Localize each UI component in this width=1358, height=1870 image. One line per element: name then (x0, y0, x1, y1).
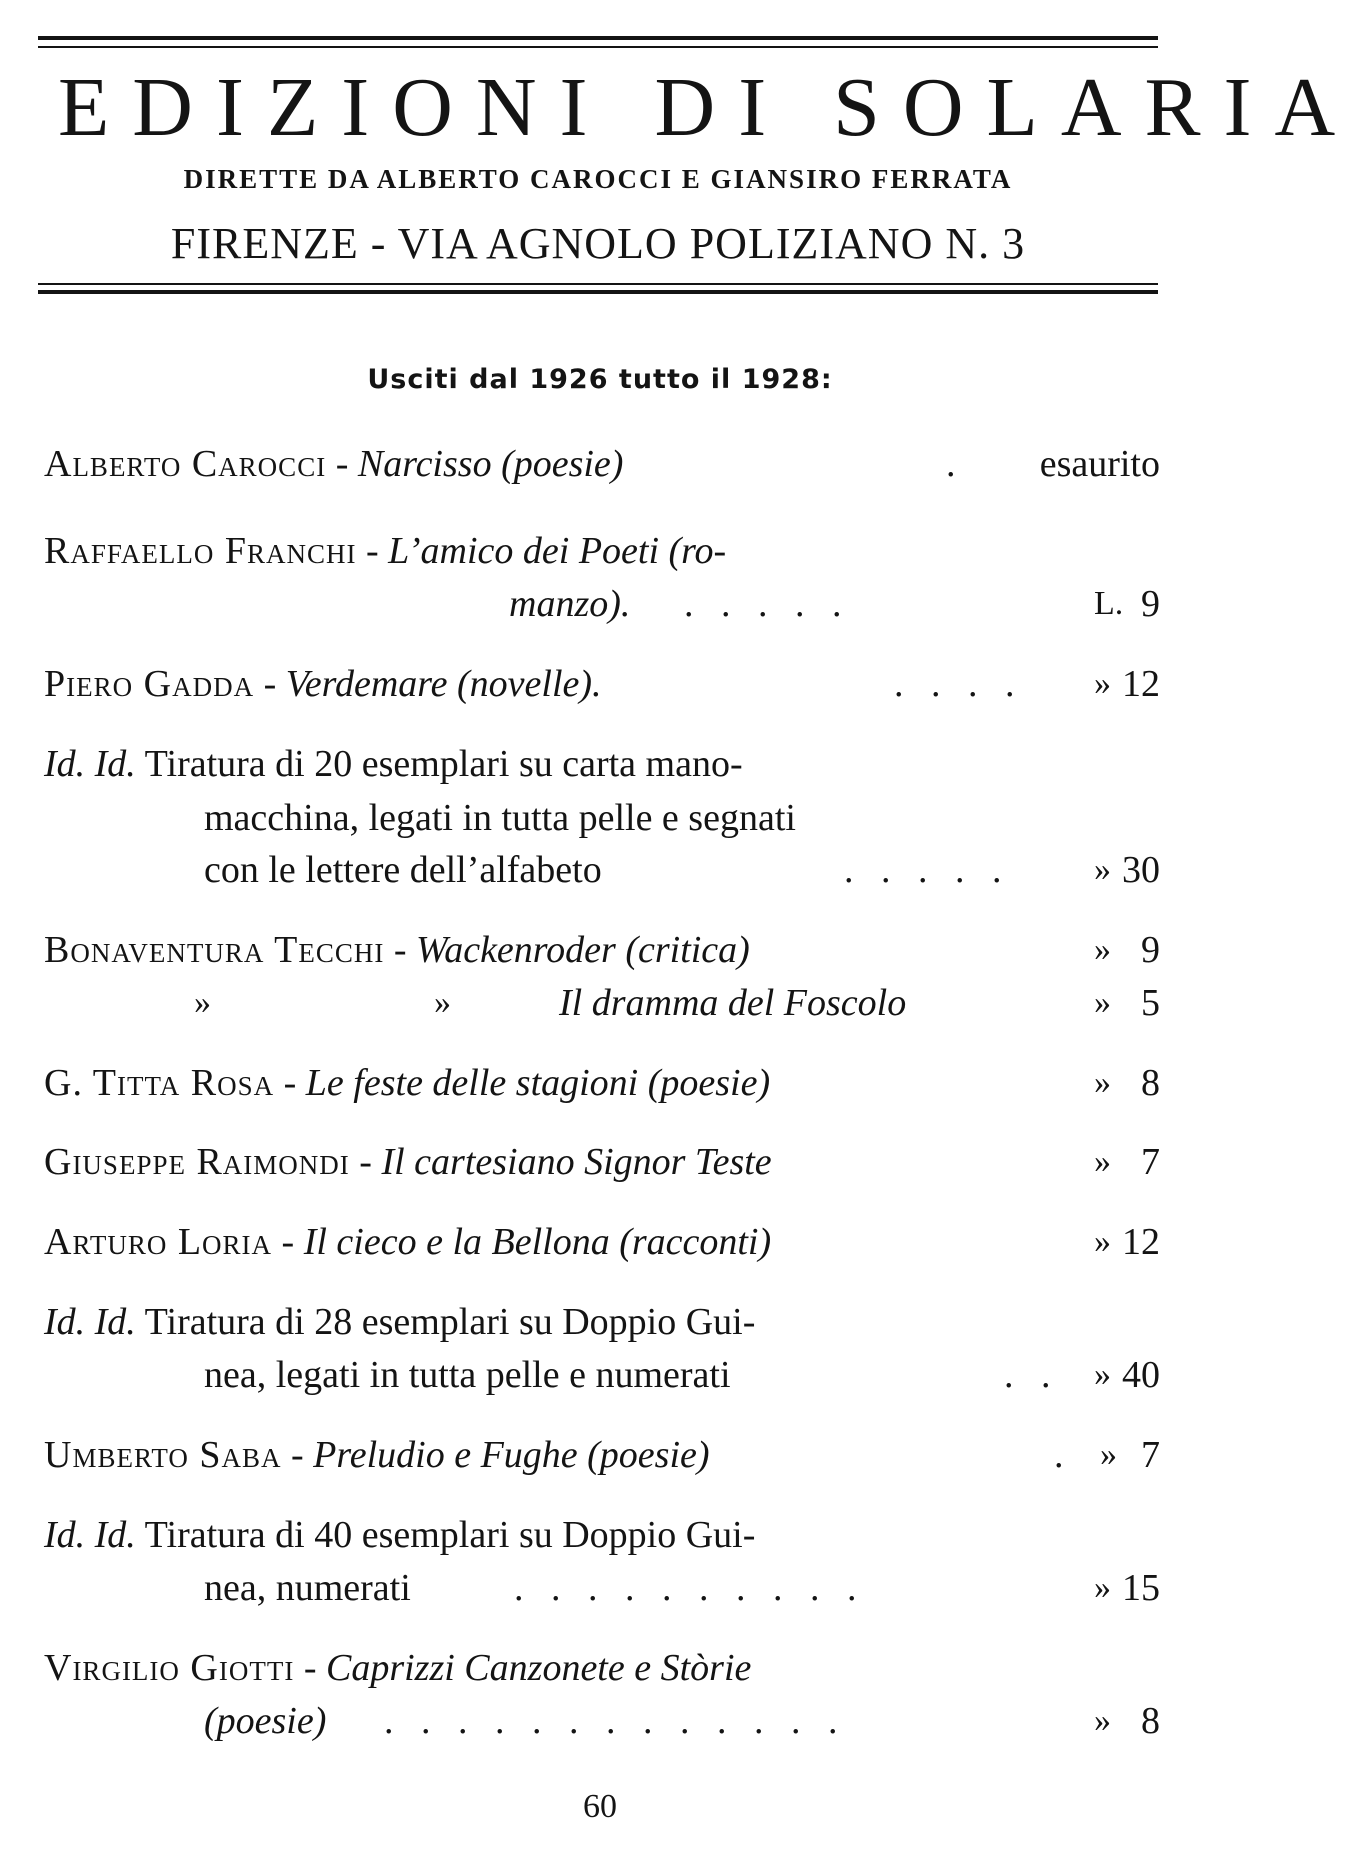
entry-separator: - (272, 1221, 304, 1263)
edition-note: Tiratura di 28 esemplari su Doppio Gui- (144, 1301, 756, 1343)
entry-price: 7 (1141, 1141, 1160, 1183)
currency-mark: » (1094, 984, 1111, 1021)
entry-author: Bonaventura Tecchi (44, 929, 385, 971)
catalogue-entry-giotti-cont (44, 1695, 1160, 1747)
currency-mark: » (1094, 1223, 1111, 1260)
header-rule-bottom-thick (38, 290, 1158, 294)
ditto-mark: » (194, 984, 211, 1021)
entry-author: G. Titta Rosa (44, 1062, 275, 1104)
ditto-id: Id. Id. (44, 1301, 136, 1343)
header-rule-top-thin (38, 46, 1158, 48)
catalogue-entry-carocci (44, 438, 1160, 490)
entry-author: Alberto Carocci (44, 443, 327, 485)
catalogue-entry-loria-special (44, 1296, 1160, 1348)
entry-price: 15 (1122, 1567, 1160, 1609)
publisher-address: FIRENZE - VIA AGNOLO POLIZIANO N. 3 (170, 219, 1026, 268)
entry-price: 12 (1122, 1221, 1160, 1263)
entry-title-cont: manzo). (509, 583, 631, 625)
page-number: 60 (583, 1788, 617, 1825)
catalogue-entry-titta-rosa (44, 1057, 1160, 1109)
header-rule-top-thick (38, 36, 1158, 40)
leader-dots: . . . . . . . . . . (514, 1567, 866, 1609)
entry-price: 30 (1122, 849, 1160, 891)
catalogue-entry-raimondi (44, 1136, 1160, 1188)
entry-separator: - (294, 1647, 326, 1689)
entry-author: Umberto Saba (44, 1434, 282, 1476)
entry-separator: - (356, 530, 389, 572)
entry-status: esaurito (1039, 443, 1160, 485)
catalogue-entry-tecchi (44, 924, 1160, 976)
entry-title: Wackenroder (critica) (416, 929, 750, 971)
entry-price: 12 (1122, 663, 1160, 705)
ditto-mark: » (434, 984, 451, 1021)
entry-price: 8 (1141, 1062, 1160, 1104)
directors-line: DIRETTE DA ALBERTO CAROCCI E GIANSIRO FERRATA (183, 164, 1013, 194)
publisher-masthead: EDIZIONI DI SOLARIA (58, 61, 1358, 154)
leader-dots: . (946, 443, 965, 485)
entry-price: 9 (1141, 929, 1160, 971)
catalogue-entry-franchi (44, 525, 1160, 577)
entry-separator: - (281, 1434, 314, 1476)
catalogue-entry-gadda (44, 658, 1160, 710)
edition-note-cont: macchina, legati in tutta pelle e segnati (204, 797, 796, 839)
section-heading: Usciti dal 1926 tutto il 1928: (367, 364, 833, 395)
entry-separator: - (384, 929, 417, 971)
leader-dots: . . . . . (844, 849, 1011, 891)
currency-mark: » (1094, 1143, 1111, 1180)
leader-dots: . . . . (894, 663, 1024, 705)
currency-mark: » (1094, 851, 1111, 888)
leader-dots: . . . . . . . . . . . . . (384, 1700, 847, 1742)
entry-separator: - (274, 1062, 306, 1104)
ditto-id: Id. Id. (44, 743, 136, 785)
leader-dots: . . (1004, 1354, 1060, 1396)
header-rule-bottom-thin (38, 283, 1158, 285)
currency-mark: » (1100, 1436, 1117, 1473)
currency-mark: » (1094, 665, 1111, 702)
currency-mark: » (1094, 1356, 1111, 1393)
edition-note: Tiratura di 40 esemplari su Doppio Gui- (144, 1514, 756, 1556)
currency-mark: » (1094, 1702, 1111, 1739)
entry-title: Preludio e Fughe (poesie) (313, 1434, 710, 1476)
ditto-id: Id. Id. (44, 1514, 136, 1556)
edition-note-cont: con le lettere dell’alfabeto (204, 849, 602, 891)
entry-author: Virgilio Giotti (44, 1647, 295, 1689)
entry-title-cont: (poesie) (204, 1700, 327, 1742)
currency-mark: » (1094, 1569, 1111, 1606)
entry-price: 40 (1122, 1354, 1160, 1396)
catalogue-entry-gadda-special-cont-1 (44, 792, 1160, 844)
catalogue-entry-saba-special-cont (44, 1562, 1160, 1614)
entry-price: 9 (1141, 583, 1160, 625)
entry-author: Piero Gadda (44, 663, 255, 705)
currency-mark: » (1094, 931, 1111, 968)
catalogue-entry-tecchi-2 (44, 977, 1160, 1029)
entry-author: Arturo Loria (44, 1221, 273, 1263)
entry-separator: - (326, 443, 358, 485)
entry-author: Giuseppe Raimondi (44, 1141, 350, 1183)
entry-title: Il cieco e la Bellona (racconti) (303, 1221, 772, 1263)
entry-title: Il dramma del Foscolo (559, 982, 907, 1024)
catalogue-entry-gadda-special-cont-2 (44, 844, 1160, 896)
currency-mark: L. (1094, 585, 1124, 622)
entry-title: Verdemare (novelle). (285, 663, 602, 705)
leader-dots: . . . . . (684, 583, 851, 625)
leader-dots: . (1054, 1434, 1073, 1476)
edition-note: Tiratura di 20 esemplari su carta mano- (144, 743, 743, 785)
catalogue-entry-loria-special-cont (44, 1349, 1160, 1401)
entry-price: 7 (1141, 1434, 1160, 1476)
entry-title: Il cartesiano Signor Teste (381, 1141, 772, 1183)
entry-title: L’amico dei Poeti (ro- (388, 530, 727, 572)
entry-title: Le feste delle stagioni (poesie) (305, 1062, 771, 1104)
entry-title: Caprizzi Canzonete e Stòrie (325, 1647, 752, 1689)
catalogue-entry-saba-special (44, 1509, 1160, 1561)
catalogue-entry-gadda-special (44, 738, 1160, 790)
entry-price: 5 (1141, 982, 1160, 1024)
entry-separator: - (254, 663, 286, 705)
entry-price: 8 (1141, 1700, 1160, 1742)
edition-note-cont: nea, legati in tutta pelle e numerati (204, 1354, 731, 1396)
catalogue-entry-franchi-cont (44, 578, 1160, 630)
catalogue-entry-loria (44, 1216, 1160, 1268)
catalogue-entry-giotti (44, 1642, 1160, 1694)
edition-note-cont: nea, numerati (204, 1567, 411, 1609)
currency-mark: » (1094, 1064, 1111, 1101)
entry-title: Narcisso (poesie) (357, 443, 624, 485)
entry-author: Raffaello Franchi (44, 530, 357, 572)
entry-separator: - (349, 1141, 382, 1183)
catalogue-entry-saba (44, 1429, 1160, 1481)
